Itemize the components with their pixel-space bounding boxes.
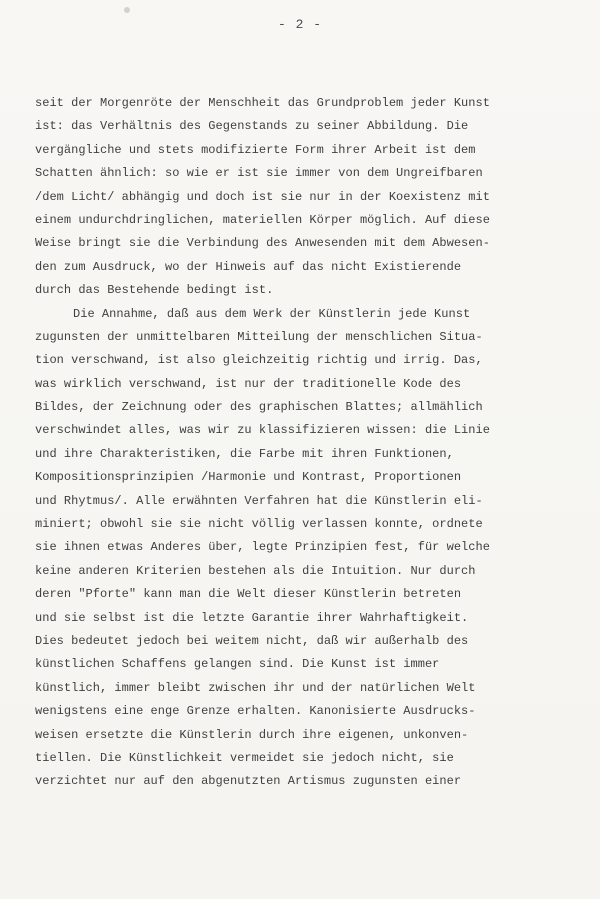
- page-number: - 2 -: [277, 17, 322, 32]
- text-line: verzichtet nur auf den abgenutzten Artismus zugunsten einer: [35, 774, 462, 789]
- paragraph-start-line: Die Annahme, daß aus dem Werk der Künstlerin jede Kunst: [73, 306, 471, 321]
- text-line: tion verschwand, ist also gleichzeitig richtig und irrig. Das,: [35, 353, 483, 368]
- text-line: miniert; obwohl sie sie nicht völlig verlassen konnte, ordnete: [35, 517, 483, 532]
- text-line: und sie selbst ist die letzte Garantie ihrer Wahrhaftigkeit.: [35, 610, 469, 625]
- text-line: Kompositionsprinzipien /Harmonie und Kontrast, Proportionen: [35, 470, 462, 485]
- text-line: einem undurchdringlichen, materiellen Körper möglich. Auf diese: [35, 212, 490, 227]
- paper-speck: [124, 7, 130, 13]
- text-line: seit der Morgenröte der Menschheit das Grundproblem jeder Kunst: [35, 96, 490, 110]
- text-line: deren "Pforte" kann man die Welt dieser Künstlerin betreten: [35, 587, 462, 602]
- text-line: weisen ersetzte die Künstlerin durch ihre eigenen, unkonven-: [35, 727, 469, 742]
- text-line: Weise bringt sie die Verbindung des Anwesenden mit dem Abwesen-: [35, 236, 490, 251]
- text-line: zugunsten der unmittelbaren Mitteilung der menschlichen Situa-: [35, 329, 483, 344]
- text-line: künstlichen Schaffens gelangen sind. Die Kunst ist immer: [35, 657, 440, 672]
- text-line: künstlich, immer bleibt zwischen ihr und der natürlichen Welt: [35, 680, 476, 695]
- text-line: wenigstens eine enge Grenze erhalten. Kanonisierte Ausdrucks-: [35, 704, 476, 719]
- text-line: ist: das Verhältnis des Gegenstands zu seiner Abbildung. Die: [35, 119, 469, 134]
- text-line: vergängliche und stets modifizierte Form ihrer Arbeit ist dem: [35, 142, 476, 157]
- text-line: und ihre Charakteristiken, die Farbe mit ihren Funktionen,: [35, 446, 454, 461]
- text-line: keine anderen Kriterien bestehen als die Intuition. Nur durch: [35, 563, 476, 578]
- text-line: Schatten ähnlich: so wie er ist sie immer von dem Ungreifbaren: [35, 166, 483, 181]
- text-line: Bildes, der Zeichnung oder des graphischen Blattes; allmählich: [35, 400, 483, 415]
- text-line: was wirklich verschwand, ist nur der traditionelle Kode des: [35, 376, 462, 391]
- body-text: [35, 92, 555, 794]
- text-line: Dies bedeutet jedoch bei weitem nicht, daß wir außerhalb des: [35, 633, 469, 648]
- text-line: sie ihnen etwas Anderes über, legte Prinzipien fest, für welche: [35, 540, 490, 555]
- text-line: durch das Bestehende bedingt ist.: [35, 283, 274, 298]
- text-line: und Rhytmus/. Alle erwähnten Verfahren hat die Künstlerin eli-: [35, 493, 483, 508]
- text-line: /dem Licht/ abhängig und doch ist sie nur in der Koexistenz mit: [35, 189, 490, 204]
- text-line: tiellen. Die Künstlichkeit vermeidet sie jedoch nicht, sie: [35, 750, 454, 765]
- text-line: verschwindet alles, was wir zu klassifizieren wissen: die Linie: [35, 423, 490, 438]
- text-line: den zum Ausdruck, wo der Hinweis auf das nicht Existierende: [35, 259, 462, 274]
